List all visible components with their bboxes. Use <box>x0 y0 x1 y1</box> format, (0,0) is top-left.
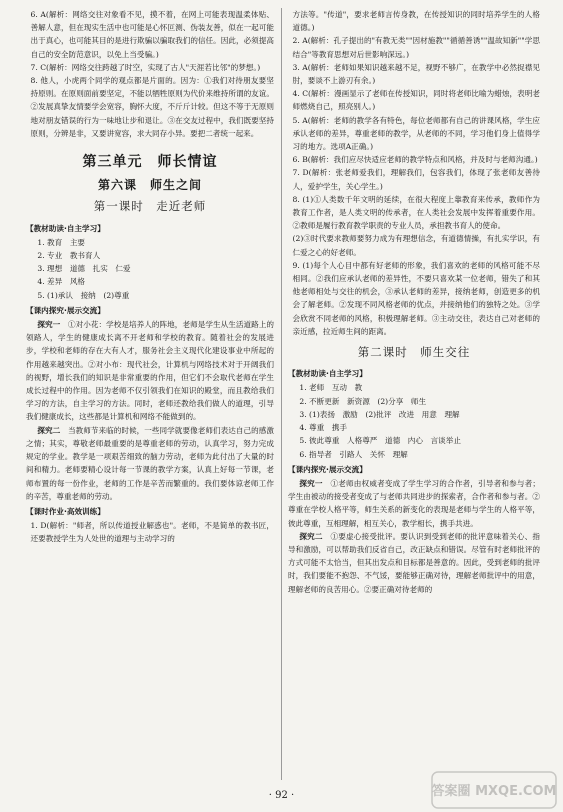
answer-7: 7. C(解析：网络交往跨越了时空，实现了古人"天涯若比邻"的梦想。) <box>30 62 261 72</box>
section-heading: 【课内探究·展示交流】 <box>26 305 105 315</box>
probe-paragraph <box>288 530 540 596</box>
answer-8-part2: (2)③时代要求教师要努力成为有理想信念，有道德情操，有扎实学识，有仁爱之心的好老师。 <box>292 234 540 257</box>
answer-continued: 方法等。"传道"，要求老师言传身教，在传授知识的同时培养学生的人格道德。) <box>292 10 540 33</box>
right-column <box>288 8 540 596</box>
list-item: 5. 彼此尊重 人格尊严 道德 内心 言谈举止 <box>299 436 461 446</box>
probe-label: 探究一 <box>37 320 61 330</box>
probe-paragraph <box>288 477 540 530</box>
answer-4: 4. C(解析：漫画显示了老师在传授知识，同时将老师比喻为蜡烛，表明老师燃烧自己，照亮别人。) <box>292 89 540 112</box>
list-item: 4. 差异 风格 <box>37 277 86 287</box>
answer-3: 3. A(解析：老师如果知识越来越不足，视野不够广，在教学中必然捉襟见肘，要谈不上游刃有余。) <box>292 62 540 86</box>
probe-text: ①老师由权威者变成了学生学习的合作者，引导者和参与者；学生由被动的接受者变成了与老师共同进步的探索者，合作者和参与者。②尊重在学校人格平等，师生关系的新变化的表现是老师与学生的人格平等，彼此尊重，互相理解，相互关心，教学相长，携手共进。 <box>288 478 541 528</box>
section-heading: 【教材助读·自主学习】 <box>288 369 367 379</box>
watermark-logo <box>430 770 558 810</box>
column-divider <box>281 8 282 780</box>
answer-9: 9. (1)每个人心目中都有好老师的形象，我们喜欢的老师的风格可能不尽相同。②我们应承认老师的差异性，不要只喜欢某一位老师，错失了和其他老师相处与交往的机会，③承认老师的差异，接纳老师，创造更多的机会了解老师。②发现不同风格老师的优点，并接纳他们的独特之处。③学会欣赏不同老师的风格，积极理解老师。③主动交往，表达自己对老师的亲近感，拉近师生间的距离。 <box>292 260 540 336</box>
period-title: 第二课时 师生交往 <box>357 345 471 360</box>
answer-8: 8. (1)①人类数千年文明的延续，在很大程度上靠教育来传承，教师作为教育工作者，是人类文明的传承者，在人类社会发展中发挥着重要作用。②教师是履行教育教学职责的专业人员，承担教书育人的使命。 <box>292 194 540 231</box>
list-item: 1. 教育 主要 <box>37 237 86 247</box>
list-item: 3. (1)表扬 激励 (2)批评 改进 用意 理解 <box>299 409 460 419</box>
probe-text: ①要虚心接受批评。要认识到受到老师的批评意味着关心、指导和激励，可以帮助我们反省自己，改正缺点和错误。尽管有时老师批评的方式可能不太恰当，但其出发点和目标都是善意的。因此，受到老师的批评时，我们要能不抱怨、不气馁，要能够正确对待，理解老师批评中的用意，理解老师的良苦用心。②要正确对待老师的 <box>288 531 541 594</box>
list-item: 2. 不断更新 新资源 (2)分享 师生 <box>299 396 427 406</box>
answer-6: 6. A(解析：网络交往对象看不见，摸不着，在网上可能表现温柔体贴、善解人意，但在现实生活中也可能是心怀叵测、伪装友善，似在一起可能出于真心，也可能其目的是进行欺骗以骗取我们的信任。因此，必须提高自己的安全防范意识，以免上当受骗。) <box>30 10 274 59</box>
probe-paragraph <box>26 424 274 503</box>
probe-text: 当教师节来临的时候，一些同学就要像老师们表达自己的感激之情；其实，尊敬老师最重要的是尊重老师的劳动，认真学习，努力完成规定的学业。教学是一项艰苦细致的脑力劳动，老师为此付出了大量的时间和精力。老师要精心设计每一节课的教学方案，认真上好每一节课，老师布置的每一份作业，老师的工作是辛苦而繁重的。我们要体谅老师工作的辛苦，尊重老师的劳动。 <box>26 425 275 501</box>
list-item: 1. 老师 互动 教 <box>299 383 363 393</box>
page-number: · 92 · <box>268 790 295 801</box>
section-heading: 【课内探究·展示交流】 <box>288 464 367 474</box>
list-item: 6. 指导者 引路人 关怀 理解 <box>299 449 408 459</box>
list-item: 5. (1)承认 接纳 (2)尊重 <box>37 290 130 300</box>
homework-answer-1: 1. D(解析："师者，所以传道授业解惑也"。老师，不是简单的教书匠，还要教授学生为人处世的道理与主动学习的 <box>30 521 274 544</box>
probe-label: 探究二 <box>37 425 61 435</box>
list-item: 4. 尊重 携手 <box>299 423 348 433</box>
section-heading: 【教材助读·自主学习】 <box>26 223 105 233</box>
list-item: 3. 理想 道德 扎实 仁爱 <box>37 264 131 274</box>
list-item: 2. 专业 教书育人 <box>37 251 101 261</box>
probe-text: ①对小花：学校是培养人的阵地，老师是学生从生活道路上的领路人，学生的健康成长离不开老师和学校的教育。随着社会的发展进步，学校和老师的存在大有人才，服务社会主义现代化建设事业中所起的作用越来越突出。②对小布：现代社会，计算机与网络技术对于开阔我们的视野，增长我们的知识是非常重要的作用，但它们不会取代老师在学生成长过程中的作用。因为老师不仅引领我们在知识的殿堂，而且教给我们学习的方法，自主学习的方法。同时，老师还教给我们做人的道理，引导我们健康成长，这些都是计算机和网络不能做到的。 <box>26 320 275 422</box>
answer-2: 2. A(解析：孔子提出的"有教无类""因材施教""循循善诱""温故知新""学思结合"等教育思想对后世影响深远。) <box>292 36 540 59</box>
period-title: 第一课时 走近老师 <box>93 199 207 214</box>
probe-label: 探究二 <box>299 531 323 541</box>
unit-title: 第三单元 师长情谊 <box>82 154 218 171</box>
answer-6: 6. B(解析：我们应尽快适应老师的教学特点和风格，并及时与老师沟通。) <box>292 155 538 165</box>
svg-text:答案圈 MXQE.COM: 答案圈 MXQE.COM <box>431 784 557 799</box>
probe-paragraph <box>26 318 274 424</box>
left-column <box>26 8 274 546</box>
probe-label: 探究一 <box>299 478 323 488</box>
answer-5: 5. A(解析：老师的教学各有特色，每位老师都有自己的讲课风格，学生应承认老师的差异，尊重老师的教学，从老师的不同，学习他们身上值得学习的地方。选项A正确。) <box>292 115 540 152</box>
answer-7: 7. D(解析：张老师爱我们，理解我们，包容我们，体现了张老师友善待人，爱护学生，关心学生。) <box>292 168 540 191</box>
lesson-title: 第六课 师生之间 <box>97 178 202 193</box>
section-heading: 【课时作业·高效训练】 <box>26 506 105 516</box>
answer-8: 8. 他人，小虎两个同学的观点都是片面的。因为：①我们对待朋友要坚持原则。在原则面前要坚定，不能以牺牲原则为代价来维持所谓的友谊。②发展真挚友情要学会宽容，胸怀大度，不斤斤计较。但这不等于无原则地对朋友错误的行为一味地让步和退让。③在交友过程中，我们既要坚持原则，分辨是非，又要讲宽容，求大同存小异。要把二者统一起来。 <box>30 76 274 138</box>
